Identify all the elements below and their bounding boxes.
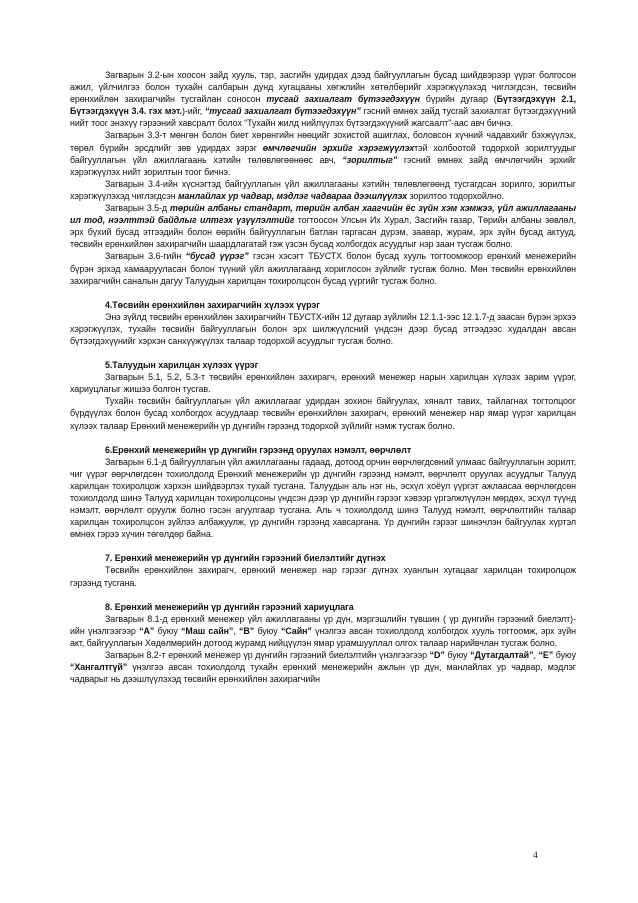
text-run: бүрийн дугаар (: [419, 94, 497, 105]
text-run: Загварын 8.1-д ерөнхий менежер үйл ажиллагааны үр дүн, мэргэшлийн түвшин ( үр дүнгийн гэрээний биелэлт)-ийн үнэлгээгээр: [70, 613, 576, 636]
section-heading-5: 5.Талуудын харилцан хүлээх үүрэг: [105, 360, 259, 371]
grade-label: “D”: [429, 650, 445, 661]
page-number: 4: [533, 851, 538, 861]
section-heading-4: 4.Төсвийн ерөнхийлөн захирагчийн хүлээх үүрэг: [105, 299, 320, 310]
emphasis-term: Бүтээгдэхүүн 2.1, Бүтээгдэхүүн 3.4. гэх мэт.: [70, 94, 576, 117]
emphasis-term: “зорилтыг”: [342, 154, 398, 165]
text-run: ,: [533, 650, 539, 661]
text-run: Загварын 3.6-гийн: [105, 251, 186, 262]
text-run: буюу: [154, 625, 181, 636]
paragraph-3-2: [70, 69, 576, 129]
grade-label: “А”: [139, 625, 155, 636]
emphasis-term: төрийн албаны стандарт, төрийн албан хаагчийн ёс зүйн хэм хэмжээ, үйл ажиллагааны ил тод, нээлттэй байдлыг илтгэх үзүүлэлтийг: [70, 203, 576, 226]
section-heading-7: 7. Ерөнхий менежерийн үр дүнгийн гэрээний биелэлтийг дүгнэх: [105, 553, 386, 564]
spacer: [70, 432, 576, 444]
text-run: Загварын 8.2-т ерөнхий менежер үр дүнгийн гэрээний биелэлтийн үнэлгээгээр: [105, 650, 430, 661]
emphasis-term: манлайлах ур чадвар, мэдлэг чадвараа дээшлүүлэх: [178, 190, 408, 201]
spacer: [70, 287, 576, 299]
text-run: үнэлгээ авсан тохиолдолд холбогдох хууль тогтоомж, эрх зүйн акт, байгууллагын Хөдөлмөрийн дотоод журамд нийцүүлэн ямар урамшууллал олгох талаар нарийвчлан тусгаж болно.: [70, 625, 576, 648]
section-heading-6: 6.Ерөнхий менежерийн үр дүнгийн гэрээнд оруулах нэмэлт, өөрчлөлт: [105, 444, 412, 455]
text-run: тогтоосон Улсын Их Хурал, Засгийн газар, Төрийн албаны зөвлөл, эрх бүхий бусад этгээдийн болон өөрийн байгууллагын батлан гаргасан дүрэм, заавар, журам, эрх зүйн бусад актууд, төсвийн ерөнхийлөн захирагчийн шаардлагатай гэж үзсэн бусад холбогдох асуудлыг нэр заан тусгаж болно.: [70, 215, 576, 250]
grade-label: “В”: [239, 625, 255, 636]
spacer: [70, 347, 576, 359]
text-run: буюу: [444, 650, 471, 661]
grade-label: “Е”: [538, 650, 554, 661]
grade-label: “Маш сайн”: [180, 625, 234, 636]
text-run: үнэлгээ авсан тохиолдолд тухайн ерөнхий менежерийн ажлын үр дүн, манлайлах ур чадвар, мэдлэг чадварыг нь дээшлүүлэхэд төсвийн ерөнхийлөн захирагчийн: [70, 662, 576, 685]
text-run: Загварын 3.2-ын хоосон зайд хууль, тэр, засгийн удирдах дээд байгууллагын бусад шийдвэрээр үүрэг болгосон ажил, үйлчилгээ болон тухайн салбарын дунд хугацааны хөгжлийн хөтөлбөрийг хэрэгжүүлэхэд чиглэгдсэн, төсвийн ерөнхийлөн захирагчийн тусгайлан соносон: [70, 70, 576, 105]
section-heading-8: 8. Ерөнхий менежерийн үр дүнгийн гэрээний хариуцлага: [105, 601, 354, 612]
text-run: гэсний өмнөх зайд өмчлөгчийн эрхийг хэрэгжүүлэх нийт зорилтын тоог бичнэ.: [70, 154, 576, 177]
text-run: Загварын 3.4-ийн хүснэгтэд байгууллагын үйл ажиллагааны хэтийн төлөвлөгөөнд тусгагдсан зорилго, зорилтыг хэрэгжүүлэхэд чиглэгдсэн: [70, 178, 576, 201]
text-run: зорилтоо тодорхойлно.: [407, 190, 505, 201]
section-8-text-2: [70, 649, 576, 685]
section-7-text: Төсвийн ерөнхийлөн захирагч, ерөнхий менежер нар гэрээг дүгнэх хуанлын хугацааг харилцан тохиролцож гэрээнд тусгана.: [70, 565, 576, 588]
text-run: )-ийг,: [181, 106, 205, 117]
text-run: гэсний өмнөх зайд тусгай захиалгат бүтээгдэхүүний нийт тоог энэхүү гэрээний хавсралт болох “Тухайн жилд нийлүүлэх бүтээгдэхүүний жагсаалт”-аас авч бичнэ.: [70, 106, 577, 129]
grade-label: “Дутагдалтай”: [470, 650, 534, 661]
text-run: Загварын 3.5-д: [105, 203, 170, 214]
grade-label: “Сайн”: [280, 625, 312, 636]
text-run: буюу: [254, 625, 281, 636]
text-run: Загварын 3.3-т мөнгөн болон биет хөрөнгийн нөөцийг зохистой ашиглах, боловсон хүчний чадавхийг бэхжүүлэх, төрөл бүрийн эрсдлийг зөв удирдах зэрэг: [70, 130, 576, 153]
paragraph-3-6: [70, 250, 576, 286]
emphasis-term: “тусгай захиалгат бүтээгдэхүүн”: [204, 106, 361, 117]
emphasis-term: “бусад үүрэг”: [185, 251, 249, 262]
text-run: буюу: [553, 650, 576, 661]
spacer: [70, 540, 576, 552]
paragraph-3-5: [70, 202, 576, 250]
section-5-text-2: Тухайн төсвийн байгууллагын үйл ажиллагааг удирдан зохион байгуулах, хяналт тавих, тайлагнах тогтолцоог бүрдүүлэх болон бусад холбогдох асуудлаар төсвийн ерөнхийлөн захирагч, ерөнхий менежер нар ямар үүрэг харилцан хүлээх талаар Ерөнхий менежерийн үр дүнгийн гэрээнд тодорхой зүйлийг нэмж тусгаж болно.: [70, 396, 576, 431]
document-body: [70, 69, 576, 685]
section-8-text-1: [70, 613, 576, 649]
section-5-text-1: Загварын 5.1, 5.2, 5.3-т төсвийн ерөнхийлөн захирагч, ерөнхий менежер нарын харилцан хүлээх зарим үүрэг, хариуцлагыг жишээ болгон тусгав.: [70, 372, 576, 395]
spacer: [70, 589, 576, 601]
section-6-text: Загварын 6.1-д байгууллагын үйл ажиллагааны гадаад, дотоод орчин өөрчлөгдсөний улмаас байгууллагын зорилт, чиг үүрэг өөрчлөгдсөн тохиолдолд Ерөнхий менежерийн үр дүнгийн гэрээнд нэмэлт, өөрчлөлт оруулах асуудлыг Талууд харилцан тохиролцож хэрхэн шийдвэрлэх тухай тусгана. Талуудын аль нэг нь, эсхүл хоёул үүргэт ажлаасаа өөрчлөгдсөн тохиолдолд шинэ Талууд харилцан тохиролцсоны үндсэн дээр үр дүнгийн гэрээг хэвээр үргэлжлүүлэн мөрдөх, эсхүл түүнд нэмэлт, өөрчлөлт оруулж болно гэсэн агуулгаар тусгана. Аль ч тохиолдолд шинэ Талууд нэмэлт, өөрчлөлтийн талаар харилцан тохиролцсон зүйлээ албажуулж, үр дүнгийн гэрээнд хавсаргана. Үр дүнгийн гэрээг шинэчлэн байгуулах хүртэл өмнөх гэрээ хүчин төгөлдөр байна.: [70, 456, 576, 540]
emphasis-term: тусгай захиалгат бүтээгдэхүүн: [266, 94, 420, 105]
paragraph-3-4: [70, 178, 576, 202]
text-run: тэй холбоотой тодорхой зорилтуудыг байгууллагын үйл ажиллагаань хэтийн төлөвлөгөөнөөс авч,: [70, 142, 576, 165]
paragraph-3-3: [70, 129, 576, 177]
text-run: гэсэн хэсэгт ТБУСТХ болон бусад хууль тогтоомжоор ерөнхий менежерийн бүрэн эрхэд хамаарууласан болон түүний үйл ажиллагаанд хориглосон зүйлийг тусгаж болно. Мөн төсвийн ерөнхийлөн захирагчийн саналын дагуу Талуудын харилцан тохиролцсон бусад үүргийг тусгаж болно.: [70, 251, 576, 286]
text-run: ,: [233, 625, 240, 636]
grade-label: “Хангалтгүй”: [70, 662, 128, 673]
emphasis-term: өмчлөгчийн эрхийг хэрэгжүүлэх: [262, 142, 415, 153]
section-4-text: Энэ зүйлд төсвийн ерөнхийлөн захирагчийн ТБУСТХ-ийн 12 дугаар зүйлийн 12.1.1-ээс 12.1.7-д заасан бүрэн эрхээ хэрэгжүүлэх, тухайн төсвийн байгууллагын болон эрх шилжүүлсний үндсэн дээр бусад этгээдээс худалдан авсан бүтээгдэхүүнийг хэрхэн санхүүжүүлэх талаар тодорхой асуудлыг тусгаж болно.: [70, 311, 576, 346]
